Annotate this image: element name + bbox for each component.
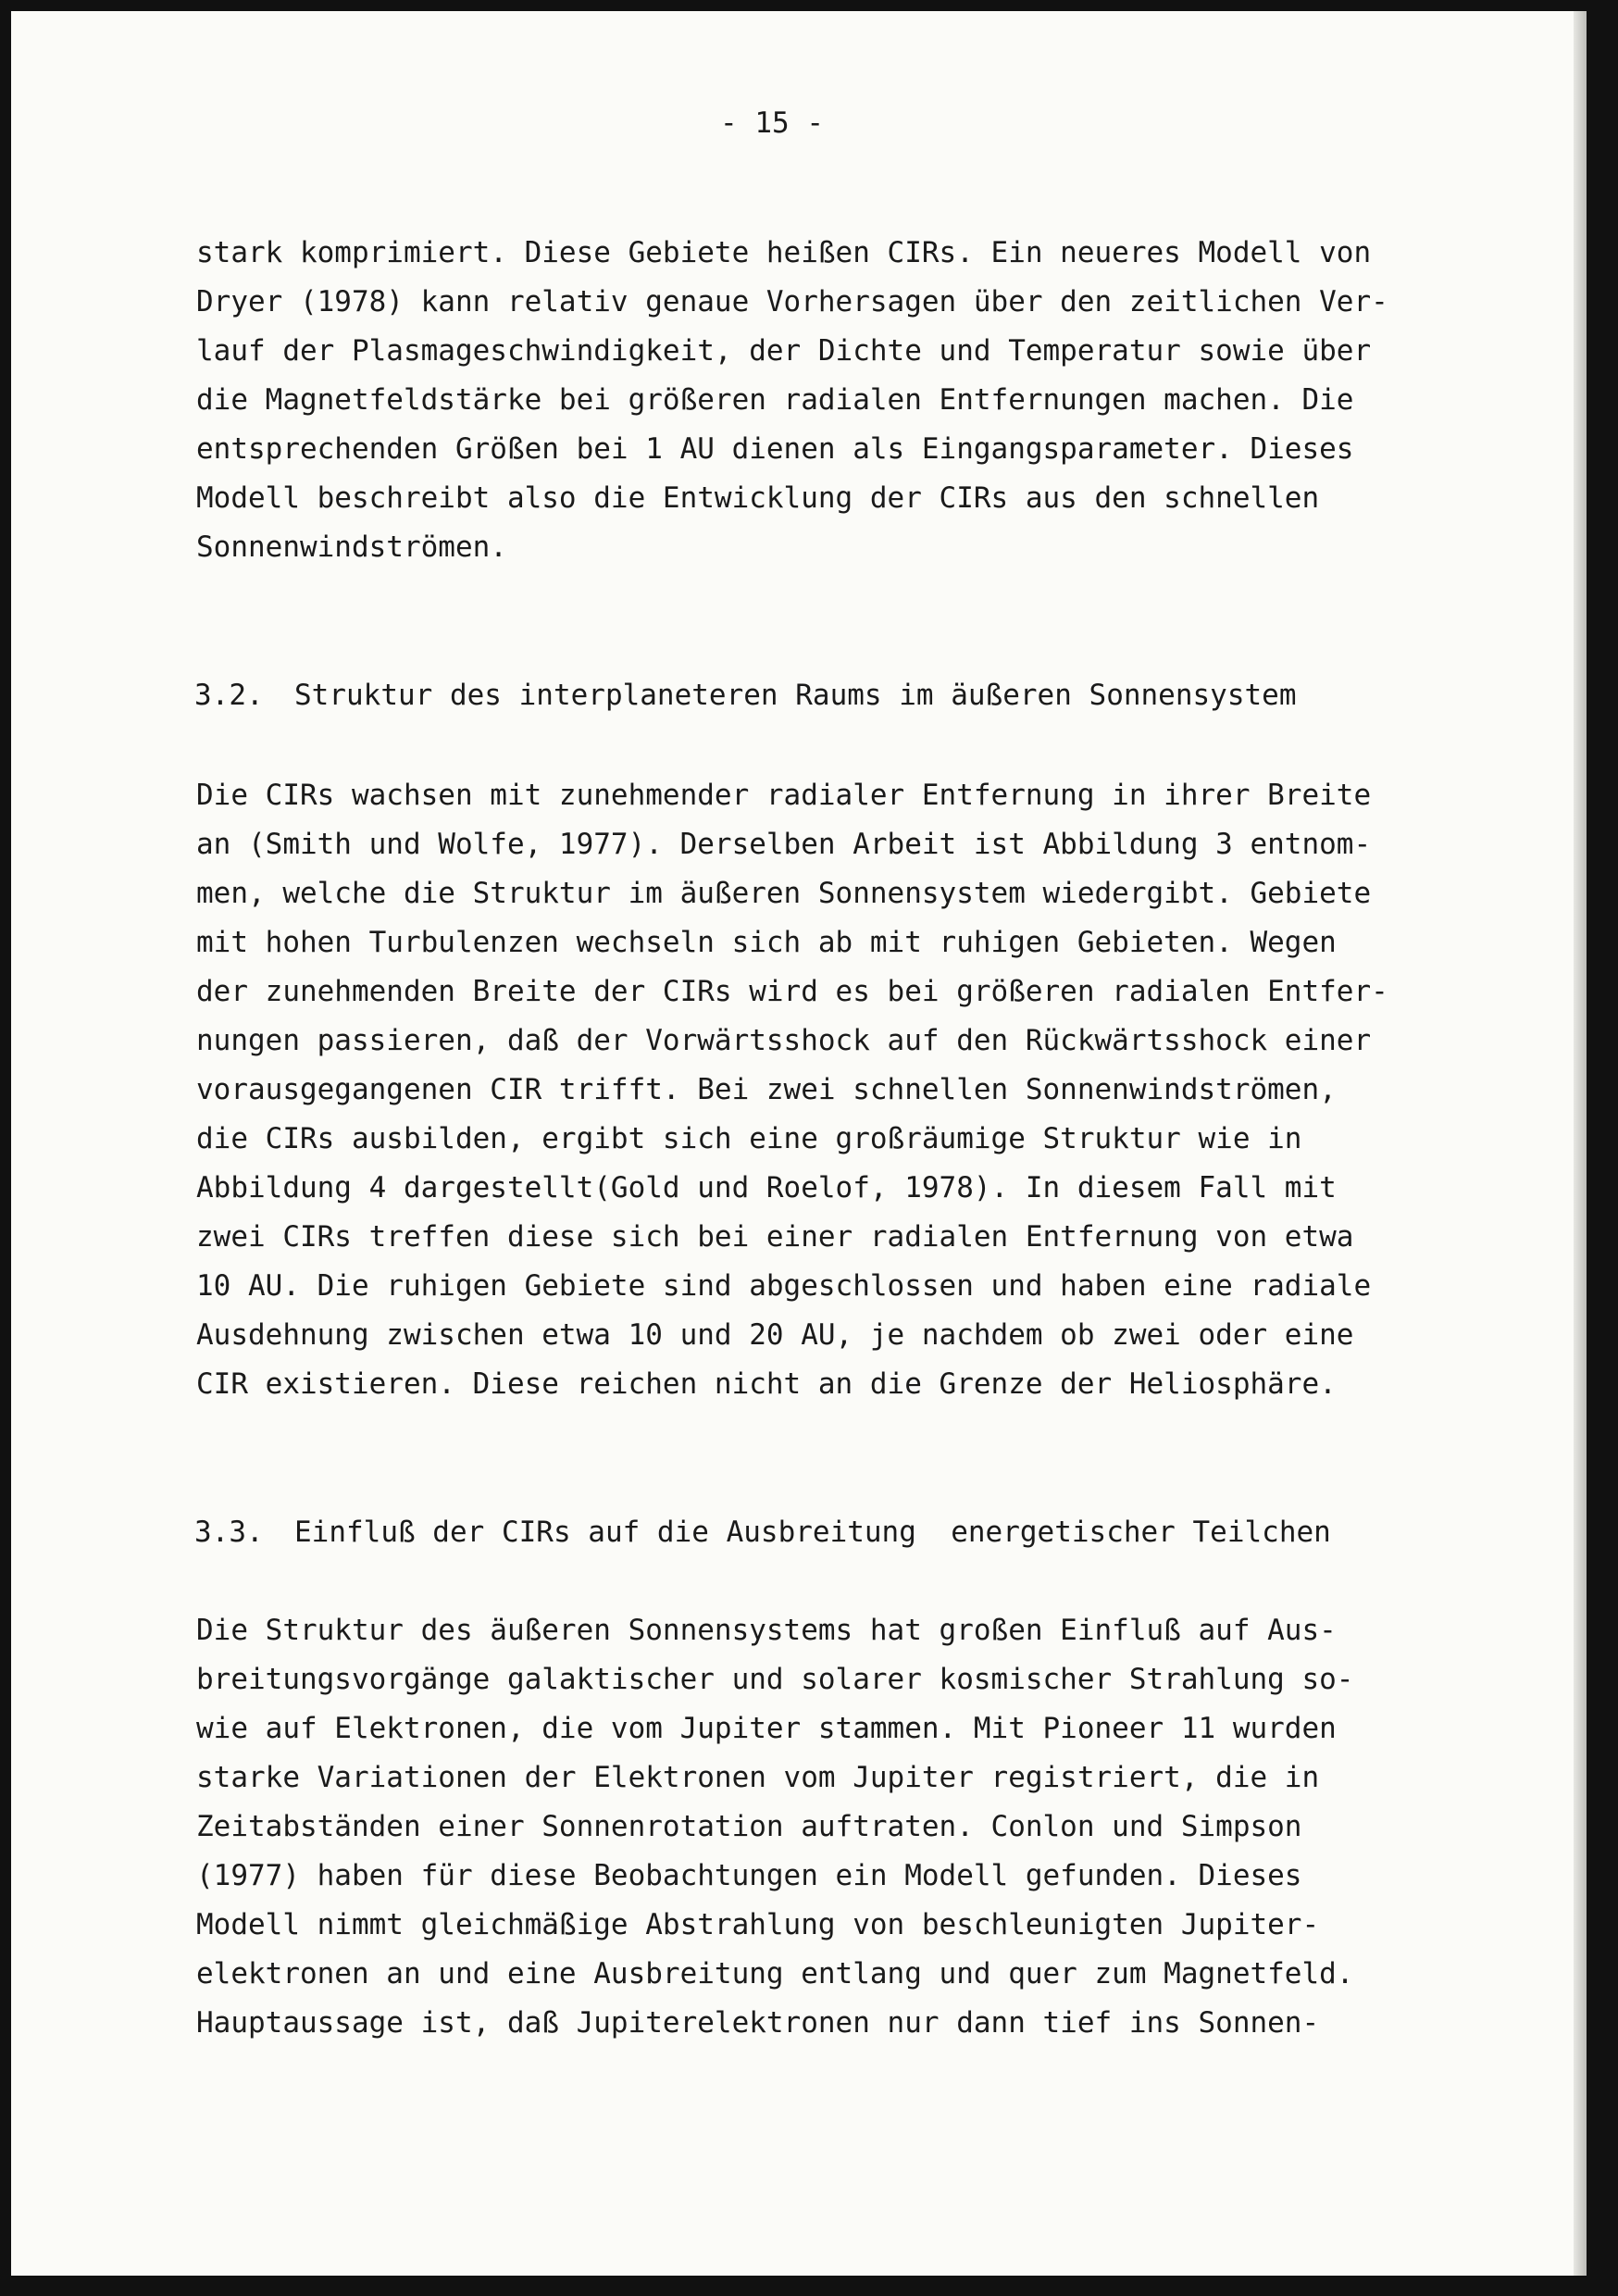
paragraph-2-line: Ausdehnung zwischen etwa 10 und 20 AU, je nachdem ob zwei oder eine [196, 1318, 1354, 1352]
paragraph-2-line: men, welche die Struktur im äußeren Sonnensystem wiedergibt. Gebiete [196, 877, 1372, 910]
paragraph-3-line: Die Struktur des äußeren Sonnensystems hat großen Einfluß auf Aus- [196, 1614, 1337, 1647]
paragraph-2-line: Die CIRs wachsen mit zunehmender radialer Entfernung in ihrer Breite [196, 779, 1372, 812]
paragraph-3-line: Modell nimmt gleichmäßige Abstrahlung von beschleunigten Jupiter- [196, 1908, 1320, 1941]
paragraph-2-line: der zunehmenden Breite der CIRs wird es bei größeren radialen Entfer- [196, 975, 1388, 1008]
paragraph-3-line: Zeitabständen einer Sonnenrotation auftraten. Conlon und Simpson [196, 1810, 1302, 1843]
paragraph-1-line: Dryer (1978) kann relativ genaue Vorhersagen über den zeitlichen Ver- [196, 285, 1388, 318]
paragraph-2-line: CIR existieren. Diese reichen nicht an die Grenze der Heliosphäre. [196, 1367, 1337, 1401]
paragraph-3-line: elektronen an und eine Ausbreitung entlang und quer zum Magnetfeld. [196, 1957, 1354, 1990]
section-3-2-title: Struktur des interplaneteren Raums im äußeren Sonnensystem [294, 679, 1297, 712]
section-3-3-title: Einfluß der CIRs auf die Ausbreitung energetischer Teilchen [294, 1516, 1331, 1549]
paragraph-1-line: stark komprimiert. Diese Gebiete heißen CIRs. Ein neueres Modell von [196, 236, 1372, 269]
paragraph-3-line: (1977) haben für diese Beobachtungen ein Modell gefunden. Dieses [196, 1859, 1302, 1892]
page-edge-shadow [1574, 11, 1587, 2276]
paragraph-2-line: nungen passieren, daß der Vorwärtsshock auf den Rückwärtsshock einer [196, 1024, 1372, 1057]
paragraph-2-line: an (Smith und Wolfe, 1977). Derselben Arbeit ist Abbildung 3 entnom- [196, 828, 1372, 861]
paragraph-2-line: vorausgegangenen CIR trifft. Bei zwei schnellen Sonnenwindströmen, [196, 1073, 1337, 1106]
paragraph-2-line: mit hohen Turbulenzen wechseln sich ab mit ruhigen Gebieten. Wegen [196, 926, 1337, 959]
section-3-3-number: 3.3. [194, 1516, 264, 1549]
page-number: - 15 - [720, 106, 824, 140]
paragraph-3-line: Hauptaussage ist, daß Jupiterelektronen nur dann tief ins Sonnen- [196, 2006, 1320, 2040]
paragraph-2-line: Abbildung 4 dargestellt(Gold und Roelof, 1978). In diesem Fall mit [196, 1171, 1337, 1204]
paragraph-2-line: zwei CIRs treffen diese sich bei einer radialen Entfernung von etwa [196, 1220, 1354, 1254]
paragraph-1-line: entsprechenden Größen bei 1 AU dienen als Eingangsparameter. Dieses [196, 432, 1354, 466]
paragraph-3-line: starke Variationen der Elektronen vom Jupiter registriert, die in [196, 1761, 1320, 1794]
paragraph-3-line: breitungsvorgänge galaktischer und solarer kosmischer Strahlung so- [196, 1663, 1354, 1696]
paragraph-3-line: wie auf Elektronen, die vom Jupiter stammen. Mit Pioneer 11 wurden [196, 1712, 1337, 1745]
paragraph-2-line: 10 AU. Die ruhigen Gebiete sind abgeschlossen und haben eine radiale [196, 1269, 1372, 1303]
paragraph-1-line: Modell beschreibt also die Entwicklung der CIRs aus den schnellen [196, 481, 1320, 515]
paragraph-1-line: die Magnetfeldstärke bei größeren radialen Entfernungen machen. Die [196, 383, 1354, 417]
paragraph-1-line: lauf der Plasmageschwindigkeit, der Dichte und Temperatur sowie über [196, 334, 1372, 368]
section-3-2-number: 3.2. [194, 679, 264, 712]
paragraph-1-line: Sonnenwindströmen. [196, 530, 507, 564]
paragraph-2-line: die CIRs ausbilden, ergibt sich eine großräumige Struktur wie in [196, 1122, 1302, 1155]
